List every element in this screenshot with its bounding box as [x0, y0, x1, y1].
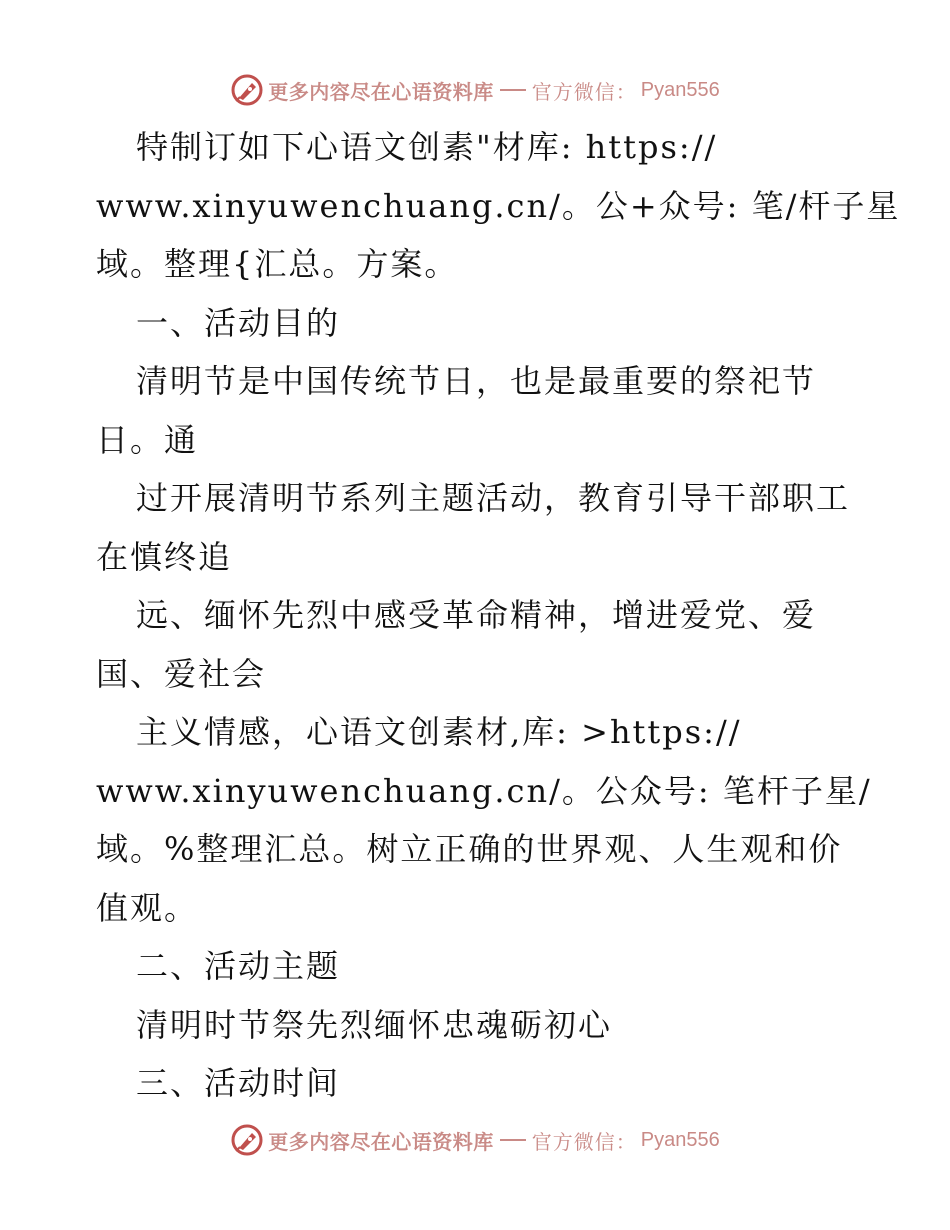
- text-line: 清明时节祭先烈缅怀忠魂砺初心: [136, 1005, 613, 1044]
- footer-banner-inner: [230, 1123, 719, 1157]
- text-line: 域。整理{汇总。方案。: [96, 245, 459, 283]
- text-line: 在慎终追: [96, 537, 233, 576]
- text-line: 远、缅怀先烈中感受革命精神，增进爱党、爱: [136, 596, 817, 634]
- text-line: 过开展清明节系列主题活动，教育引导干部职工: [136, 479, 851, 517]
- footer-banner: [0, 1118, 950, 1162]
- banner-wechat-label: 官方微信：: [531, 79, 637, 104]
- banner-wechat-id: Pyan556: [640, 78, 720, 101]
- header-banner-inner: [230, 73, 719, 107]
- text-line: www.xinyuwenchuang.cn/。公众号: 笔杆子星/: [96, 771, 872, 810]
- section-heading-purpose: 一、活动目的: [136, 303, 341, 342]
- banner-brand-text: 更多内容尽在心语资料库: [268, 1129, 494, 1154]
- banner-dash: [500, 89, 526, 91]
- banner-wechat-id: Pyan556: [640, 1128, 720, 1151]
- text-line: 日。通: [96, 420, 199, 459]
- section-heading-time: 三、活动时间: [136, 1064, 341, 1102]
- text-line: 清明节是中国传统节日，也是最重要的祭祀节: [136, 362, 817, 400]
- header-banner: [0, 68, 950, 112]
- text-line: 主义情感，心语文创素材,库: >https://: [136, 713, 742, 751]
- pen-nib-logo-icon: [230, 73, 264, 107]
- banner-wechat-label: 官方微信：: [531, 1129, 637, 1154]
- banner-dash: [500, 1139, 526, 1141]
- pen-nib-logo-icon: [230, 1123, 264, 1157]
- document-body: [96, 118, 901, 1113]
- banner-brand-text: 更多内容尽在心语资料库: [268, 79, 494, 104]
- text-line: 特制订如下心语文创素"材库: https://: [136, 128, 718, 166]
- text-line: 值观。: [96, 888, 199, 927]
- section-heading-theme: 二、活动主题: [136, 947, 341, 985]
- text-line: www.xinyuwenchuang.cn/。公+众号: 笔/杆子星: [96, 186, 901, 225]
- text-line: 域。%整理汇总。树立正确的世界观、人生观和价: [96, 830, 843, 868]
- text-line: 国、爱社会: [96, 654, 267, 693]
